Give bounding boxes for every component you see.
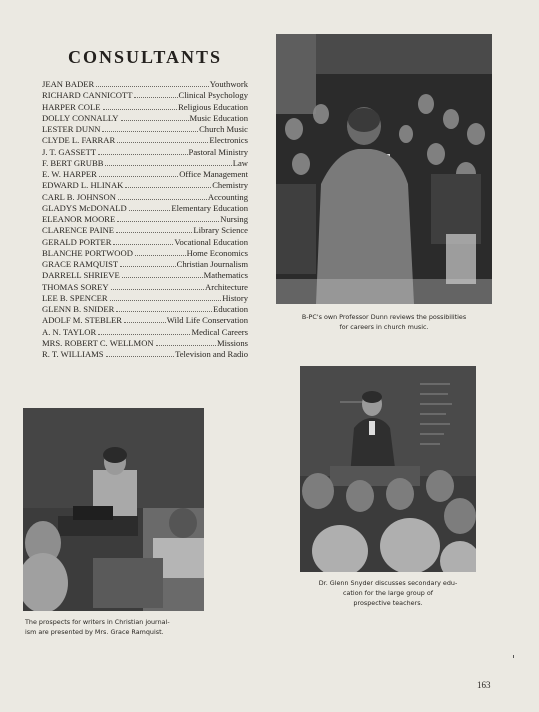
photo-grace-ramquist (23, 408, 204, 611)
consultant-field: Accounting (207, 191, 248, 202)
consultant-name: CARL B. JOHNSON (42, 191, 116, 202)
consultant-row (42, 237, 248, 248)
dot-leader (111, 288, 204, 290)
consultant-field: Clinical Psychology (178, 90, 248, 101)
dot-leader (135, 254, 186, 256)
consultant-row (42, 124, 248, 135)
caption-line: ism are presented by Mrs. Grace Ramquist. (25, 628, 164, 636)
consultant-row (42, 214, 248, 225)
consultant-row (42, 135, 248, 146)
consultant-name: CLYDE L. FARRAR (42, 135, 116, 146)
consultant-field: Home Economics (186, 247, 248, 258)
consultant-field: Church Music (199, 124, 248, 134)
consultant-field: Office Management (179, 169, 248, 179)
dot-leader (117, 141, 208, 143)
consultant-field: Electronics (209, 135, 248, 146)
consultant-name: EDWARD L. HLINAK (42, 180, 124, 191)
page-number: 163 (477, 680, 491, 690)
consultant-field: Music Education (189, 112, 248, 123)
consultant-name: MRS. ROBERT C. WELLMON (42, 337, 154, 348)
consultant-name: ELEANOR MOORE (42, 214, 116, 224)
consultant-field: Education (213, 304, 248, 314)
dot-leader (121, 119, 189, 121)
consultant-field: Nursing (220, 214, 248, 224)
consultant-name: ADOLF M. STEBLER (42, 315, 122, 326)
consultant-row (42, 304, 248, 315)
consultant-row (42, 282, 248, 293)
consultant-name: A. N. TAYLOR (42, 326, 97, 337)
consultant-field: Missions (216, 337, 248, 348)
consultant-row (42, 147, 248, 158)
consultant-name: J. T. GASSETT (42, 146, 97, 157)
dot-leader (113, 243, 173, 245)
consultant-field: Law (232, 157, 248, 168)
consultant-name: DOLLY CONNALLY (42, 112, 119, 123)
consultants-list (42, 79, 248, 360)
caption-line: B-PC's own Professor Dunn reviews the possibilities (301, 313, 467, 321)
consultant-field: Pastoral Ministry (188, 146, 248, 157)
dot-leader (105, 164, 231, 166)
consultant-name: GLADYS McDONALD (42, 202, 127, 213)
consultant-name: GERALD PORTER (42, 236, 112, 247)
consultant-field: Youthwork (209, 79, 248, 89)
caption-line: for careers in church music. (339, 323, 429, 331)
dot-leader (102, 130, 198, 132)
consultant-row (42, 225, 248, 236)
dot-leader (124, 321, 166, 323)
consultant-name: LESTER DUNN (42, 124, 101, 134)
consultant-row (42, 169, 248, 180)
consultant-field: Architecture (205, 281, 248, 292)
photo-professor-dunn (276, 34, 492, 304)
consultant-row (42, 90, 248, 101)
consultant-field: Chemistry (212, 180, 248, 191)
dot-leader (98, 153, 187, 155)
consultant-name: BLANCHE PORTWOOD (42, 247, 133, 258)
dot-leader (120, 265, 175, 267)
caption-line: prospective teachers. (353, 599, 423, 607)
dot-leader (125, 186, 211, 188)
consultant-field: Mathematics (203, 270, 248, 281)
consultant-name: GLENN B. SNIDER (42, 304, 115, 314)
dot-leader (98, 333, 190, 335)
dot-leader (122, 276, 203, 278)
caption-professor-dunn (276, 312, 492, 332)
caption-line: cation for the large group of (342, 589, 434, 597)
consultant-name: LEE B. SPENCER (42, 292, 108, 303)
consultant-name: RICHARD CANNICOTT (42, 90, 133, 101)
consultant-row (42, 248, 248, 259)
consultant-field: Christian Journalism (176, 259, 248, 269)
dot-leader (116, 310, 212, 312)
dot-leader (117, 220, 219, 222)
dot-leader (116, 231, 192, 233)
dot-leader (129, 209, 171, 211)
consultant-row (42, 259, 248, 270)
dot-leader (96, 85, 208, 87)
consultant-row (42, 192, 248, 203)
consultant-name: JEAN BADER (42, 79, 95, 89)
consultant-field: History (222, 292, 248, 303)
consultant-name: F. BERT GRUBB (42, 157, 104, 168)
consultant-name: CLARENCE PAINE (42, 225, 115, 236)
caption-line: The prospects for writers in Christian journal- (25, 618, 170, 626)
consultant-row (42, 79, 248, 90)
dot-leader (134, 96, 177, 98)
consultant-field: Religious Education (178, 101, 248, 112)
photo-glenn-snyder (300, 366, 476, 572)
consultant-row (42, 113, 248, 124)
dot-leader (99, 175, 178, 177)
dot-leader (156, 344, 216, 346)
consultant-row (42, 203, 248, 214)
caption-line: Dr. Glenn Snyder discusses secondary edu- (318, 579, 458, 587)
dot-leader (106, 355, 174, 357)
consultant-row (42, 315, 248, 326)
consultants-heading: CONSULTANTS (67, 47, 223, 67)
consultant-name: DARRELL SHRIEVE (42, 270, 120, 281)
consultant-row (42, 270, 248, 281)
caption-grace-ramquist (25, 617, 215, 637)
consultant-row (42, 349, 248, 360)
consultant-name: E. W. HARPER (42, 169, 97, 179)
consultant-field: Wild Life Conservation (166, 315, 248, 326)
dot-leader (110, 299, 222, 301)
consultant-field: Library Science (193, 225, 248, 236)
consultant-name: GRACE RAMQUIST (42, 259, 119, 269)
consultant-field: Television and Radio (175, 349, 248, 359)
dot-leader (103, 108, 178, 110)
consultant-row (42, 338, 248, 349)
consultant-name: THOMAS SOREY (42, 281, 109, 292)
consultant-row (42, 293, 248, 304)
consultant-row (42, 327, 248, 338)
consultant-name: HARPER COLE (42, 101, 101, 112)
consultant-row (42, 102, 248, 113)
consultant-row (42, 180, 248, 191)
consultant-row (42, 158, 248, 169)
consultant-name: R. T. WILLIAMS (42, 349, 104, 359)
dot-leader (118, 198, 207, 200)
caption-glenn-snyder (300, 578, 476, 608)
print-speck (513, 655, 514, 658)
consultant-field: Vocational Education (174, 236, 248, 247)
consultant-field: Elementary Education (171, 202, 248, 213)
consultant-field: Medical Careers (191, 326, 248, 337)
